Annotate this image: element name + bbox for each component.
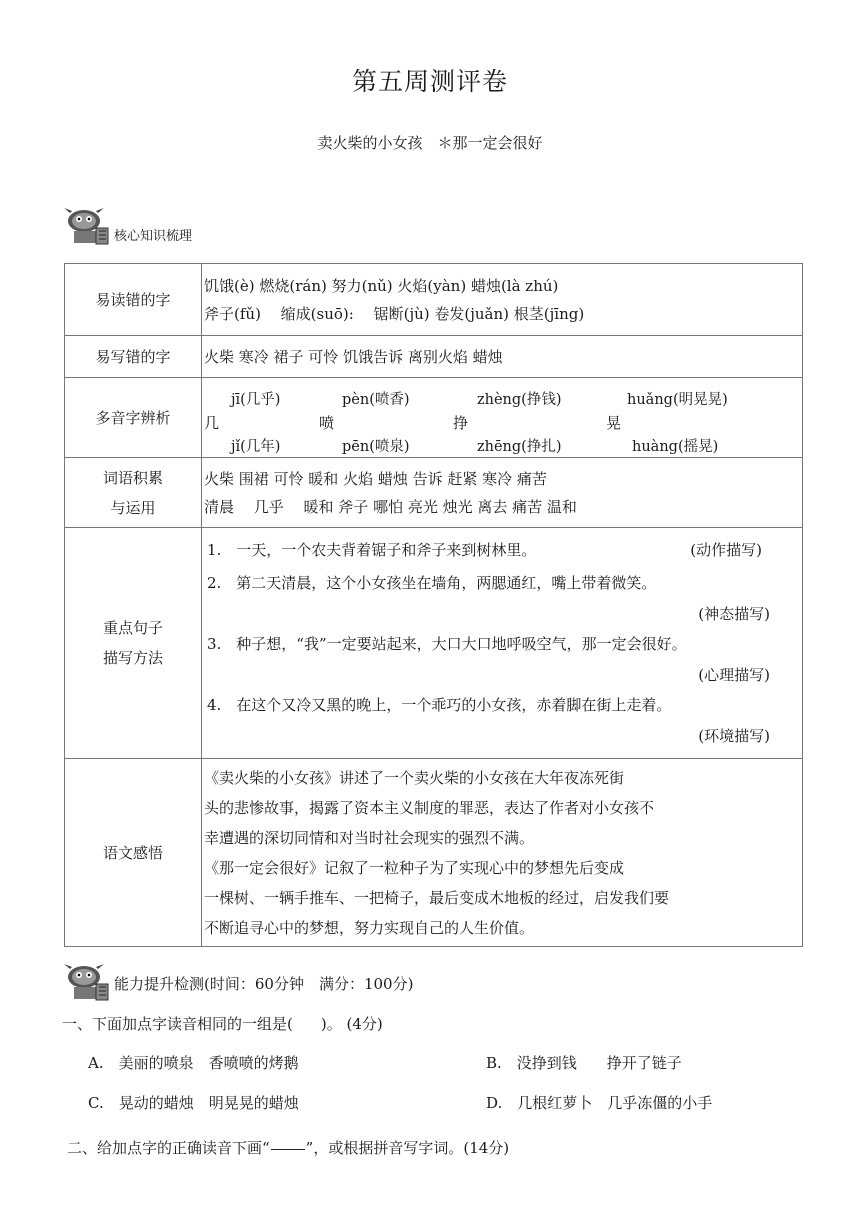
row-head-feel: 语文感悟 (65, 759, 202, 947)
feel-line: 不断追寻心中的梦想，努力实现自己的人生价值。 (204, 918, 535, 937)
row-head-read: 易读错的字 (65, 264, 202, 336)
row-head-write: 易写错的字 (65, 336, 202, 378)
sentence-2: 2. 第二天清晨，这个小女孩坐在墙角，两腮通红，嘴上带着微笑。 (207, 574, 657, 592)
read-line-1: 饥饿(è) 燃烧(rán) 努力(nǔ) 火焰(yàn) 蜡烛(là zhú) (204, 276, 559, 295)
table-row (65, 264, 803, 336)
row-body-feel (202, 759, 803, 947)
poly-char: 几 (204, 413, 220, 432)
poly-reading-bottom: jǐ(几年) (231, 438, 281, 455)
table-row (65, 759, 803, 947)
row-body-write (202, 336, 803, 378)
row-head-words-1: 词语积累 (102, 468, 163, 487)
sentence-1: 1. 一天，一个农夫背着锯子和斧子来到树林里。 (207, 541, 537, 559)
reading-mascot-icon (60, 962, 116, 1002)
sentence-2-method: (神态描写) (698, 605, 770, 623)
write-line: 火柴 寒冷 裙子 可怜 饥饿告诉 离别火焰 蜡烛 (204, 347, 503, 366)
poly-group (604, 380, 794, 456)
page-subtitle: 卖火柴的小女孩 ＊那一定会很好 (317, 134, 543, 152)
sentence-3: 3. 种子想，“我”一定要站起来，大口大口地呼吸空气，那一定会很好。 (207, 635, 687, 653)
poly-reading-top: zhèng(挣钱) (477, 391, 562, 408)
question-2-prefix: 二、给加点字的正确读音下画“ (67, 1139, 270, 1157)
words-line-1: 火柴 围裙 可怜 暖和 火焰 蜡烛 告诉 赶紧 寒冷 痛苦 (204, 469, 547, 488)
table-row (65, 458, 803, 528)
sentence-4: 4. 在这个又冷又黑的晚上，一个乖巧的小女孩，赤着脚在街上走着。 (207, 696, 672, 714)
poly-reading-top: huǎng(明晃晃) (627, 391, 728, 408)
words-line-2: 清晨 几乎 暖和 斧子 哪怕 亮光 烛光 离去 痛苦 温和 (204, 497, 577, 516)
reading-mascot-icon (60, 206, 116, 246)
option-c[interactable]: C. 晃动的蜡烛 明晃晃的蜡烛 (88, 1094, 299, 1112)
table-row (65, 336, 803, 378)
sentence-1-method: (动作描写) (690, 541, 762, 559)
poly-reading-bottom: zhēng(挣扎) (477, 438, 562, 455)
feel-line: 一棵树、一辆手推车、一把椅子，最后变成木地板的经过，启发我们要 (204, 888, 670, 907)
row-body-read (202, 264, 803, 336)
poly-reading-bottom: pēn(喷泉) (342, 438, 410, 455)
section-ability-test-label: 能力提升检测(时间：60分钟 满分：100分) (114, 975, 414, 993)
poly-char: 挣 (453, 413, 469, 432)
feel-line: 头的悲惨故事，揭露了资本主义制度的罪恶，表达了作者对小女孩不 (204, 798, 655, 817)
poly-reading-bottom: huàng(摇晃) (632, 438, 719, 455)
question-1-prefix: 一、下面加点字读音相同的一组是( (62, 1015, 293, 1033)
row-head-words (65, 458, 202, 528)
question-1-suffix: )。 (4分) (320, 1015, 383, 1033)
option-a[interactable]: A. 美丽的喷泉 香喷喷的烤鹅 (88, 1054, 299, 1072)
question-2 (67, 1137, 509, 1158)
row-head-sentences-2: 描写方法 (102, 649, 163, 667)
underline-blank (271, 1148, 305, 1150)
table-row (65, 378, 803, 458)
poly-group (204, 380, 319, 456)
row-body-poly (202, 378, 803, 458)
table-row (65, 528, 803, 759)
sentence-4-method: (环境描写) (698, 727, 770, 745)
row-head-words-2: 与运用 (110, 498, 156, 517)
section-ability-test (60, 962, 413, 1002)
row-body-sentences (202, 528, 803, 759)
poly-group (319, 380, 449, 456)
row-head-sentences-1: 重点句子 (102, 619, 163, 637)
option-d[interactable]: D. 几根红萝卜 几乎冻僵的小手 (486, 1094, 713, 1112)
feel-line: 《那一定会很好》记叙了一粒种子为了实现心中的梦想先后变成 (204, 858, 625, 877)
row-head-sentences (65, 528, 202, 759)
poly-group (449, 380, 604, 456)
question-1 (62, 1013, 383, 1034)
poly-reading-top: pèn(喷香) (342, 391, 410, 408)
page-title: 第五周测评卷 (351, 67, 508, 96)
feel-line: 幸遭遇的深切同情和对当时社会现实的强烈不满。 (204, 828, 535, 847)
feel-line: 《卖火柴的小女孩》讲述了一个卖火柴的小女孩在大年夜冻死街 (204, 768, 625, 787)
row-head-poly: 多音字辨析 (65, 378, 202, 458)
section-core-knowledge (60, 206, 192, 246)
question-2-suffix: ”，或根据拼音写字词。(14分) (305, 1139, 510, 1157)
poly-char: 喷 (319, 413, 335, 432)
poly-reading-top: jī(几乎) (231, 391, 281, 408)
section-core-knowledge-label: 核心知识梳理 (114, 229, 193, 244)
option-b[interactable]: B. 没挣到钱 挣开了链子 (486, 1054, 682, 1072)
sentence-3-method: (心理描写) (698, 666, 770, 684)
row-body-words (202, 458, 803, 528)
knowledge-table (64, 263, 803, 947)
poly-char: 晃 (606, 413, 622, 432)
read-line-2: 斧子(fǔ) 缩成(suō): 锯断(jù) 卷发(juǎn) 根茎(jīng) (204, 304, 585, 323)
